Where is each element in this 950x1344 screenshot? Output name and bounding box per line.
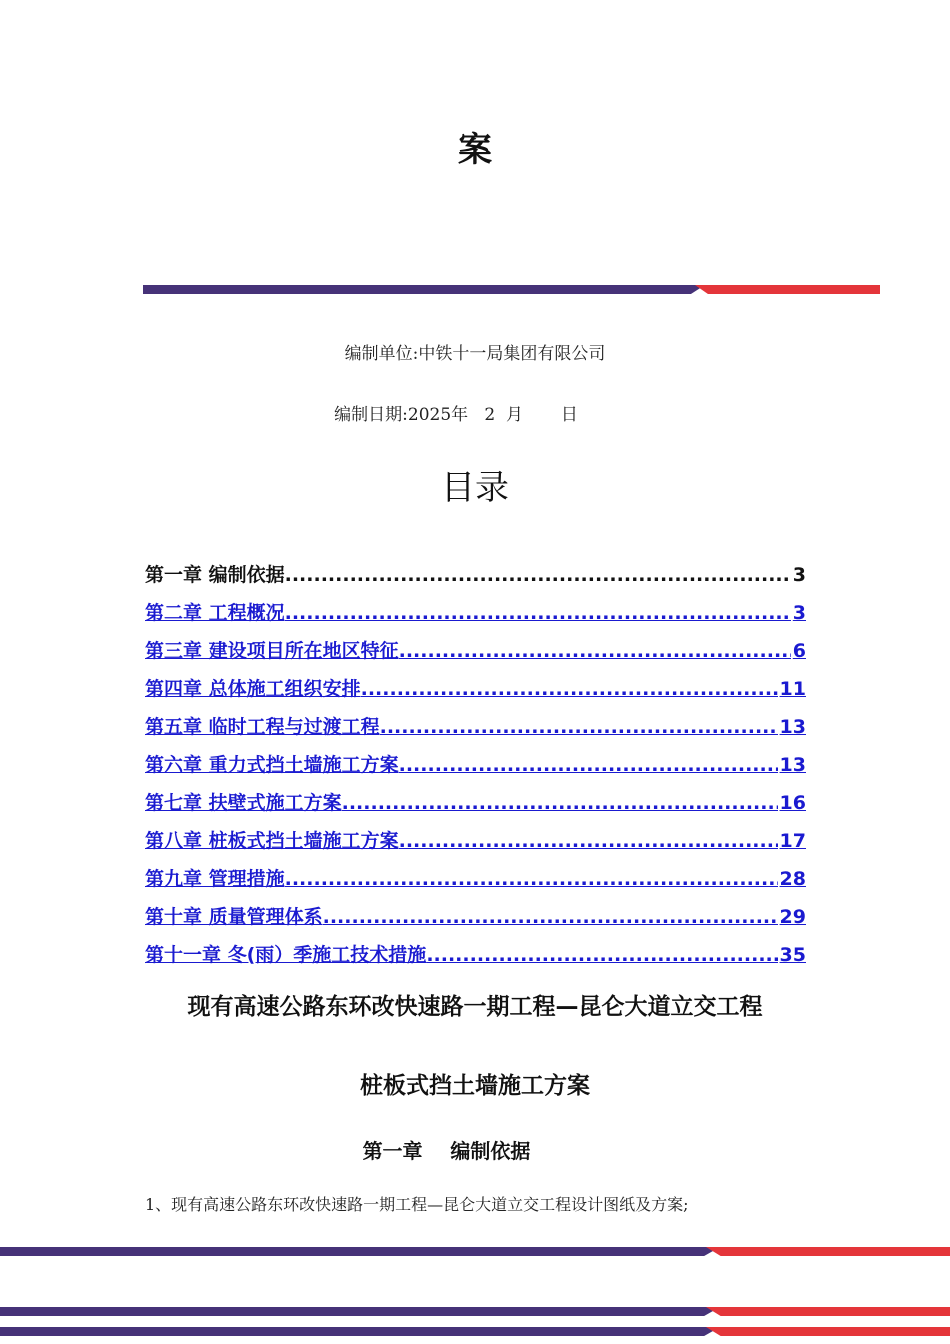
toc-entry-label: 第二章 工程概况 (145, 602, 285, 624)
rule-red-segment (706, 1327, 950, 1336)
toc-leader-dots (285, 564, 791, 586)
toc-entry-label: 第四章 总体施工组织安排 (145, 678, 361, 700)
toc-leader-dots (361, 678, 778, 700)
toc-leader-dots (380, 716, 778, 738)
toc-entry-label: 第十一章 冬(雨）季施工技术措施 (145, 944, 427, 966)
toc-entry-page: 17 (779, 830, 806, 852)
cover-divider-rule (143, 285, 880, 294)
toc-entry-6[interactable] (145, 750, 806, 788)
toc-entry-page: 16 (779, 792, 806, 814)
toc-entry-page: 13 (779, 754, 806, 776)
toc-leader-dots (342, 792, 778, 814)
page-divider-rule-3 (0, 1327, 950, 1336)
rule-purple-segment (0, 1247, 720, 1256)
toc-entry-label: 第六章 重力式挡土墙施工方案 (145, 754, 399, 776)
toc-entry-label: 第十章 质量管理体系 (145, 906, 323, 928)
rule-red-segment (706, 1307, 950, 1316)
toc-entry-label: 第七章 扶壁式施工方案 (145, 792, 342, 814)
toc-leader-dots (285, 868, 778, 890)
page-divider-rule-1 (0, 1247, 950, 1256)
body-paragraph: 1、现有高速公路东环改快速路一期工程—昆仑大道立交工程设计图纸及方案; (145, 1195, 689, 1214)
cover-title-fragment: 案 (458, 130, 492, 170)
page-divider-rule-2 (0, 1307, 950, 1316)
rule-red-segment (695, 285, 880, 294)
table-of-contents (145, 560, 806, 978)
toc-entry-7[interactable] (145, 788, 806, 826)
toc-leader-dots (399, 754, 778, 776)
toc-entry-page: 29 (779, 906, 806, 928)
scheme-title: 桩板式挡土墙施工方案 (360, 1073, 590, 1099)
toc-leader-dots (399, 830, 778, 852)
toc-entry-3[interactable] (145, 636, 806, 674)
toc-entry-label: 第三章 建设项目所在地区特征 (145, 640, 399, 662)
compiler-unit: 编制单位:中铁十一局集团有限公司 (344, 344, 606, 364)
toc-entry-10[interactable] (145, 902, 806, 940)
toc-entry-2[interactable] (145, 598, 806, 636)
toc-entry-page: 3 (792, 602, 806, 624)
compile-date: 编制日期:2025年 2 月 日 (334, 405, 578, 425)
toc-entry-page: 11 (779, 678, 806, 700)
toc-entry-page: 28 (779, 868, 806, 890)
rule-purple-segment (143, 285, 705, 294)
rule-purple-segment (0, 1307, 720, 1316)
toc-heading: 目录 (441, 468, 509, 508)
toc-leader-dots (323, 906, 778, 928)
rule-purple-segment (0, 1327, 720, 1336)
toc-entry-11[interactable] (145, 940, 806, 978)
chapter-heading: 第一章 编制依据 (362, 1139, 531, 1163)
toc-entry-8[interactable] (145, 826, 806, 864)
project-title: 现有高速公路东环改快速路一期工程—昆仑大道立交工程 (187, 994, 763, 1020)
toc-entry-label: 第五章 临时工程与过渡工程 (145, 716, 380, 738)
toc-entry-label: 第一章 编制依据 (145, 564, 285, 586)
rule-red-segment (706, 1247, 950, 1256)
toc-entry-label: 第九章 管理措施 (145, 868, 285, 890)
toc-entry-page: 6 (792, 640, 806, 662)
toc-entry-5[interactable] (145, 712, 806, 750)
toc-entry-page: 13 (779, 716, 806, 738)
toc-entry-page: 35 (779, 944, 806, 966)
toc-leader-dots (285, 602, 791, 624)
toc-entry-9[interactable] (145, 864, 806, 902)
toc-entry-4[interactable] (145, 674, 806, 712)
toc-entry-1[interactable] (145, 560, 806, 598)
toc-entry-label: 第八章 桩板式挡土墙施工方案 (145, 830, 399, 852)
toc-leader-dots (399, 640, 791, 662)
toc-leader-dots (426, 944, 777, 966)
toc-entry-page: 3 (792, 564, 806, 586)
